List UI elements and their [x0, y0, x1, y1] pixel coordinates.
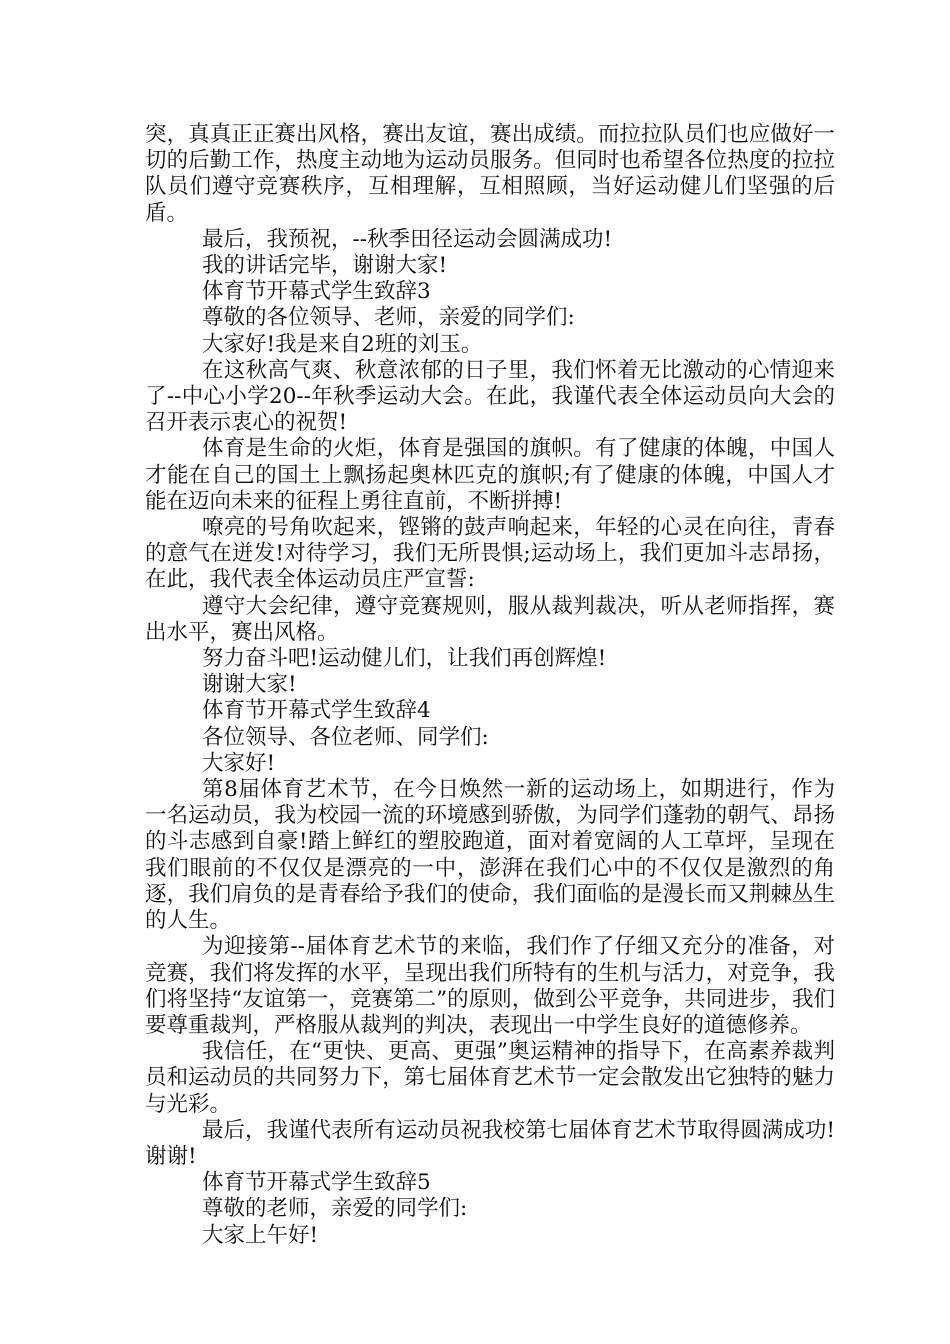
paragraph-oath: 遵守大会纪律，遵守竞赛规则，服从裁判裁决，听从老师指挥，赛出水平，赛出风格。 [145, 593, 835, 645]
paragraph-greeting: 大家好!我是来自2班的刘玉。 [202, 331, 483, 357]
document-page [145, 122, 835, 1249]
paragraph-thanks: 谢谢大家! [202, 672, 297, 698]
paragraph-salutation: 各位领导、各位老师、同学们: [202, 724, 489, 750]
paragraph-body: 体育是生命的火炬，体育是强国的旗帜。有了健康的体魄，中国人才能在自己的国土上飘扬起奥林匹克的旗帜;有了健康的体魄，中国人才能在迈向未来的征程上勇往直前，不断拼搏! [145, 436, 835, 514]
paragraph-greeting: 大家好! [202, 750, 276, 776]
paragraph-closing-wish: 最后，我预祝，--秋季田径运动会圆满成功! [202, 226, 613, 252]
paragraph-closing-wish: 最后，我谨代表所有运动员祝我校第七届体育艺术节取得圆满成功!谢谢! [145, 1117, 835, 1169]
paragraph-continuation: 突，真真正正赛出风格，赛出友谊，赛出成绩。而拉拉队员们也应做好一切的后勤工作，热度主动地为运动员服务。但同时也希望各位热度的拉拉队员们遵守竞赛秩序，互相理解，互相照顾，当好运动健儿们坚强的后盾。 [145, 122, 835, 226]
paragraph-body: 第8届体育艺术节，在今日焕然一新的运动场上，如期进行，作为一名运动员，我为校园一流的环境感到骄傲，为同学们蓬勃的朝气、昂扬的斗志感到自豪!踏上鲜红的塑胶跑道，面对着宽阔的人工草坪，呈现在我们眼前的不仅仅是漂亮的一中，澎湃在我们心中的不仅仅是激烈的角逐，我们肩负的是青春给予我们的使命，我们面临的是漫长而又荆棘丛生的人生。 [145, 777, 835, 934]
paragraph-salutation: 尊敬的各位领导、老师，亲爱的同学们: [202, 305, 575, 331]
paragraph-greeting: 大家上午好! [202, 1222, 319, 1248]
paragraph-body: 为迎接第--届体育艺术节的来临，我们作了仔细又充分的准备，对竞赛，我们将发挥的水平，呈现出我们所特有的生机与活力，对竞争，我们将坚持“友谊第一，竞赛第二”的原则，做到公平竞争，共同进步，我们要尊重裁判，严格服从裁判的判决，表现出一中学生良好的道德修养。 [145, 934, 835, 1038]
paragraph-body: 努力奋斗吧!运动健儿们，让我们再创辉煌! [202, 646, 607, 672]
section-heading-5: 体育节开幕式学生致辞5 [202, 1170, 431, 1196]
section-heading-3: 体育节开幕式学生致辞3 [202, 279, 431, 305]
paragraph-thanks: 我的讲话完毕，谢谢大家! [202, 253, 448, 279]
section-heading-4: 体育节开幕式学生致辞4 [202, 698, 431, 724]
paragraph-body: 嘹亮的号角吹起来，铿锵的鼓声响起来，年轻的心灵在向往，青春的意气在迸发!对待学习，我们无所畏惧;运动场上，我们更加斗志昂扬，在此，我代表全体运动员庄严宣誓: [145, 515, 835, 593]
paragraph-body: 我信任，在“更快、更高、更强”奥运精神的指导下，在高素养裁判员和运动员的共同努力下，第七届体育艺术节一定会散发出它独特的魅力与光彩。 [145, 1039, 835, 1117]
paragraph-body: 在这秋高气爽、秋意浓郁的日子里，我们怀着无比激动的心情迎来了--中心小学20--年秋季运动大会。在此，我谨代表全体运动员向大会的召开表示衷心的祝贺! [145, 357, 835, 436]
paragraph-salutation: 尊敬的老师，亲爱的同学们: [202, 1196, 468, 1222]
